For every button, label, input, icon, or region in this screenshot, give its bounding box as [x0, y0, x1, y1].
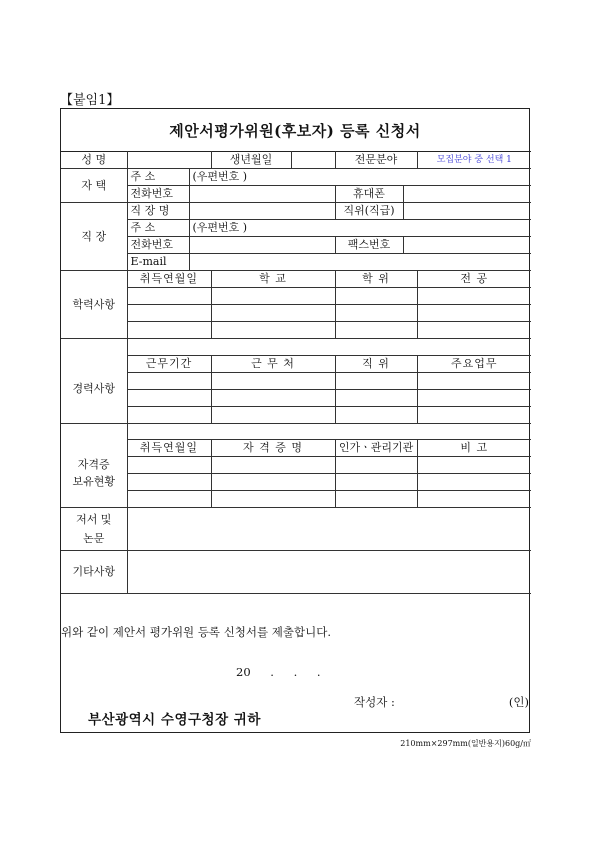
- others-field[interactable]: [127, 551, 531, 594]
- education-col-school: 학 교: [211, 271, 335, 288]
- mobile-field[interactable]: [403, 186, 531, 203]
- education-entry-row[interactable]: [61, 322, 531, 339]
- application-form: [60, 108, 530, 733]
- position-field[interactable]: [403, 203, 531, 220]
- publications-label: [61, 508, 127, 551]
- others-label: 기타사항: [61, 551, 127, 594]
- career-entry-row[interactable]: [61, 406, 531, 423]
- home-phone-field[interactable]: [189, 186, 335, 203]
- work-address-label: 주 소: [127, 220, 189, 237]
- license-col-date: 취득연월일: [127, 440, 211, 457]
- publications-row: [61, 508, 531, 551]
- work-email-row: [61, 254, 531, 271]
- name-row: [61, 152, 531, 169]
- birth-label: 생년월일: [211, 152, 291, 169]
- license-col-authority: 인가ㆍ관리기관: [335, 440, 417, 457]
- education-col-date: 취득연월일: [127, 271, 211, 288]
- home-phone-label: 전화번호: [127, 186, 189, 203]
- work-section-label: 직 장: [61, 203, 127, 271]
- career-col-workplace: 근 무 처: [211, 355, 335, 372]
- section-gap-row: [61, 423, 531, 440]
- home-phone-row: [61, 186, 531, 203]
- license-entry-row[interactable]: [61, 491, 531, 508]
- name-label: 성 명: [61, 152, 127, 169]
- field-label: 전문분야: [335, 152, 417, 169]
- career-entry-row[interactable]: [61, 389, 531, 406]
- company-label: 직 장 명: [127, 203, 189, 220]
- home-address-label: 주 소: [127, 169, 189, 186]
- home-address-field[interactable]: (우편번호 ): [189, 169, 531, 186]
- home-section-label: 자 택: [61, 169, 127, 203]
- fax-label: 팩스번호: [335, 237, 403, 254]
- license-section-line2: 보유현황: [72, 475, 115, 489]
- home-address-row: [61, 169, 531, 186]
- education-header-row: [61, 271, 531, 288]
- section-gap-row: [61, 339, 531, 356]
- publications-label-line2: 논문: [83, 532, 105, 545]
- license-entry-row[interactable]: [61, 474, 531, 491]
- career-col-position: 직 위: [335, 355, 417, 372]
- education-entry-row[interactable]: [61, 288, 531, 305]
- form-table: [61, 151, 531, 594]
- publications-label-line1: 저서 및: [76, 513, 112, 526]
- work-phone-label: 전화번호: [127, 237, 189, 254]
- company-field[interactable]: [189, 203, 335, 220]
- education-col-major: 전 공: [417, 271, 531, 288]
- form-title: 제안서평가위원(후보자) 등록 신청서: [169, 122, 421, 140]
- work-company-row: [61, 203, 531, 220]
- attachment-label: 【붙임1】: [60, 93, 120, 108]
- name-field[interactable]: [127, 152, 211, 169]
- education-section-label: 학력사항: [61, 271, 127, 339]
- work-address-field[interactable]: (우편번호 ): [189, 220, 531, 237]
- work-phone-row: [61, 237, 531, 254]
- license-section-label: [61, 440, 127, 508]
- license-header-row: [61, 440, 531, 457]
- others-row: [61, 551, 531, 594]
- email-label: E-mail: [127, 254, 189, 271]
- career-entry-row[interactable]: [61, 372, 531, 389]
- position-label: 직위(직급): [335, 203, 403, 220]
- work-address-row: [61, 220, 531, 237]
- mobile-label: 휴대폰: [335, 186, 403, 203]
- email-field[interactable]: [189, 254, 531, 271]
- seal-mark: (인): [508, 695, 529, 709]
- writer-label: 작성자 :: [354, 695, 395, 709]
- education-col-degree: 학 위: [335, 271, 417, 288]
- fax-field[interactable]: [403, 237, 531, 254]
- license-col-name: 자 격 증 명: [211, 440, 335, 457]
- publications-field[interactable]: [127, 508, 531, 551]
- paper-spec: 210mm×297mm(일반용지)60g/㎡: [400, 739, 531, 748]
- declaration-text: 위와 같이 제안서 평가위원 등록 신청서를 제출합니다.: [61, 625, 331, 639]
- license-col-remarks: 비 고: [417, 440, 531, 457]
- license-section-line1: 자격증: [77, 458, 110, 472]
- career-section-label: 경력사항: [61, 355, 127, 423]
- date-line[interactable]: 20 . . .: [236, 665, 321, 679]
- field-note[interactable]: 모집분야 중 선택 1: [417, 152, 531, 169]
- education-entry-row[interactable]: [61, 305, 531, 322]
- career-header-row: [61, 355, 531, 372]
- license-entry-row[interactable]: [61, 457, 531, 474]
- birth-field[interactable]: [291, 152, 335, 169]
- addressee: 부산광역시 수영구청장 귀하: [88, 712, 261, 728]
- career-col-period: 근무기간: [127, 355, 211, 372]
- work-phone-field[interactable]: [189, 237, 335, 254]
- career-col-duties: 주요업무: [417, 355, 531, 372]
